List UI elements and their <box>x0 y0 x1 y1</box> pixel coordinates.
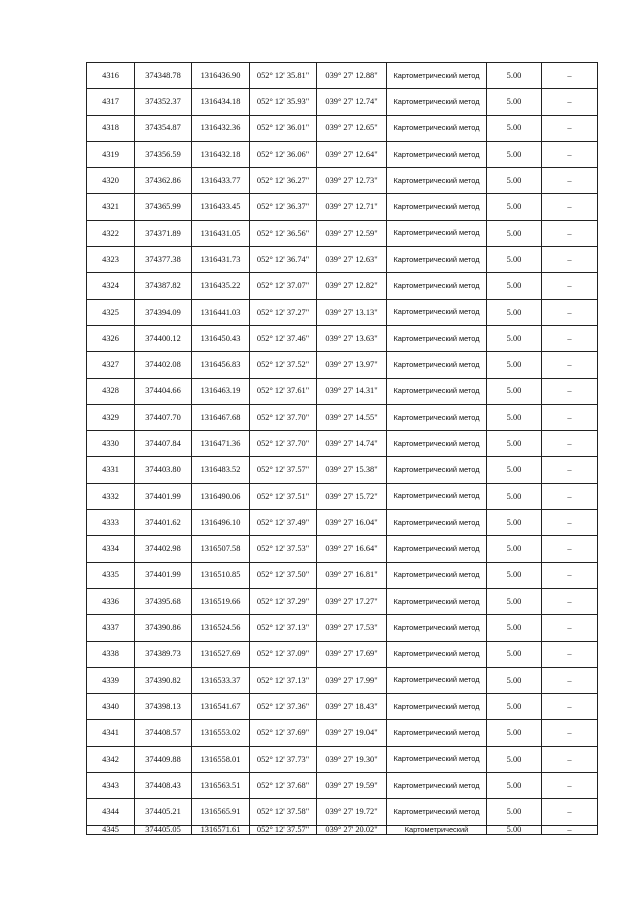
table-row <box>87 404 598 430</box>
longitude-cell: 039° 27' 17.27" <box>317 588 387 614</box>
y-coordinate-cell: 1316471.36 <box>192 431 250 457</box>
x-coordinate-cell: 374352.37 <box>135 89 192 115</box>
note-cell: – <box>542 273 598 299</box>
method-cell: Картометрический метод <box>387 352 487 378</box>
longitude-cell: 039° 27' 16.64" <box>317 536 387 562</box>
point-number-cell: 4331 <box>87 457 135 483</box>
longitude-cell: 039° 27' 19.72" <box>317 799 387 825</box>
y-coordinate-cell: 1316533.37 <box>192 667 250 693</box>
accuracy-cell: 5.00 <box>487 89 542 115</box>
table-row <box>87 694 598 720</box>
latitude-cell: 052° 12' 37.51" <box>250 483 317 509</box>
longitude-cell: 039° 27' 15.38" <box>317 457 387 483</box>
y-coordinate-cell: 1316507.58 <box>192 536 250 562</box>
accuracy-cell: 5.00 <box>487 352 542 378</box>
note-cell: – <box>542 746 598 772</box>
y-coordinate-cell: 1316541.67 <box>192 694 250 720</box>
accuracy-cell: 5.00 <box>487 404 542 430</box>
point-number-cell: 4330 <box>87 431 135 457</box>
latitude-cell: 052° 12' 37.57" <box>250 825 317 834</box>
point-number-cell: 4345 <box>87 825 135 834</box>
coordinates-table <box>86 62 598 835</box>
point-number-cell: 4324 <box>87 273 135 299</box>
note-cell: – <box>542 720 598 746</box>
accuracy-cell: 5.00 <box>487 773 542 799</box>
x-coordinate-cell: 374387.82 <box>135 273 192 299</box>
y-coordinate-cell: 1316431.73 <box>192 247 250 273</box>
note-cell: – <box>542 431 598 457</box>
x-coordinate-cell: 374348.78 <box>135 63 192 89</box>
longitude-cell: 039° 27' 17.69" <box>317 641 387 667</box>
latitude-cell: 052° 12' 37.27" <box>250 299 317 325</box>
x-coordinate-cell: 374395.68 <box>135 588 192 614</box>
y-coordinate-cell: 1316456.83 <box>192 352 250 378</box>
accuracy-cell: 5.00 <box>487 641 542 667</box>
x-coordinate-cell: 374400.12 <box>135 325 192 351</box>
note-cell: – <box>542 773 598 799</box>
note-cell: – <box>542 457 598 483</box>
point-number-cell: 4343 <box>87 773 135 799</box>
latitude-cell: 052° 12' 35.81" <box>250 63 317 89</box>
y-coordinate-cell: 1316565.91 <box>192 799 250 825</box>
y-coordinate-cell: 1316436.90 <box>192 63 250 89</box>
x-coordinate-cell: 374402.08 <box>135 352 192 378</box>
point-number-cell: 4322 <box>87 220 135 246</box>
note-cell: – <box>542 352 598 378</box>
y-coordinate-cell: 1316558.01 <box>192 746 250 772</box>
latitude-cell: 052° 12' 37.58" <box>250 799 317 825</box>
table-row <box>87 746 598 772</box>
method-cell: Картометрический метод <box>387 746 487 772</box>
latitude-cell: 052° 12' 37.13" <box>250 615 317 641</box>
note-cell: – <box>542 562 598 588</box>
table-row <box>87 299 598 325</box>
point-number-cell: 4329 <box>87 404 135 430</box>
table-row <box>87 457 598 483</box>
longitude-cell: 039° 27' 18.43" <box>317 694 387 720</box>
point-number-cell: 4336 <box>87 588 135 614</box>
x-coordinate-cell: 374356.59 <box>135 141 192 167</box>
method-cell: Картометрический метод <box>387 194 487 220</box>
longitude-cell: 039° 27' 13.13" <box>317 299 387 325</box>
note-cell: – <box>542 63 598 89</box>
method-cell: Картометрический метод <box>387 89 487 115</box>
longitude-cell: 039° 27' 12.63" <box>317 247 387 273</box>
note-cell: – <box>542 378 598 404</box>
method-cell: Картометрический метод <box>387 720 487 746</box>
longitude-cell: 039° 27' 12.82" <box>317 273 387 299</box>
longitude-cell: 039° 27' 12.59" <box>317 220 387 246</box>
note-cell: – <box>542 141 598 167</box>
table-row <box>87 667 598 693</box>
accuracy-cell: 5.00 <box>487 63 542 89</box>
table-row <box>87 220 598 246</box>
accuracy-cell: 5.00 <box>487 220 542 246</box>
accuracy-cell: 5.00 <box>487 299 542 325</box>
note-cell: – <box>542 194 598 220</box>
method-cell: Картометрический метод <box>387 667 487 693</box>
point-number-cell: 4327 <box>87 352 135 378</box>
latitude-cell: 052° 12' 37.57" <box>250 457 317 483</box>
x-coordinate-cell: 374354.87 <box>135 115 192 141</box>
y-coordinate-cell: 1316571.61 <box>192 825 250 834</box>
latitude-cell: 052° 12' 37.69" <box>250 720 317 746</box>
note-cell: – <box>542 536 598 562</box>
table-row <box>87 615 598 641</box>
accuracy-cell: 5.00 <box>487 141 542 167</box>
method-cell: Картометрический метод <box>387 168 487 194</box>
accuracy-cell: 5.00 <box>487 588 542 614</box>
accuracy-cell: 5.00 <box>487 825 542 834</box>
accuracy-cell: 5.00 <box>487 667 542 693</box>
x-coordinate-cell: 374408.43 <box>135 773 192 799</box>
x-coordinate-cell: 374409.88 <box>135 746 192 772</box>
longitude-cell: 039° 27' 12.64" <box>317 141 387 167</box>
x-coordinate-cell: 374401.99 <box>135 483 192 509</box>
method-cell: Картометрический <box>387 825 487 834</box>
x-coordinate-cell: 374365.99 <box>135 194 192 220</box>
note-cell: – <box>542 799 598 825</box>
method-cell: Картометрический метод <box>387 799 487 825</box>
method-cell: Картометрический метод <box>387 588 487 614</box>
method-cell: Картометрический метод <box>387 773 487 799</box>
table-row <box>87 720 598 746</box>
y-coordinate-cell: 1316483.52 <box>192 457 250 483</box>
point-number-cell: 4342 <box>87 746 135 772</box>
accuracy-cell: 5.00 <box>487 273 542 299</box>
y-coordinate-cell: 1316432.18 <box>192 141 250 167</box>
note-cell: – <box>542 115 598 141</box>
y-coordinate-cell: 1316563.51 <box>192 773 250 799</box>
x-coordinate-cell: 374398.13 <box>135 694 192 720</box>
x-coordinate-cell: 374389.73 <box>135 641 192 667</box>
y-coordinate-cell: 1316519.66 <box>192 588 250 614</box>
method-cell: Картометрический метод <box>387 325 487 351</box>
note-cell: – <box>542 510 598 536</box>
note-cell: – <box>542 168 598 194</box>
method-cell: Картометрический метод <box>387 220 487 246</box>
latitude-cell: 052° 12' 37.29" <box>250 588 317 614</box>
x-coordinate-cell: 374371.89 <box>135 220 192 246</box>
table-row <box>87 562 598 588</box>
table-row <box>87 378 598 404</box>
latitude-cell: 052° 12' 36.74" <box>250 247 317 273</box>
y-coordinate-cell: 1316433.45 <box>192 194 250 220</box>
y-coordinate-cell: 1316467.68 <box>192 404 250 430</box>
point-number-cell: 4321 <box>87 194 135 220</box>
latitude-cell: 052° 12' 37.68" <box>250 773 317 799</box>
latitude-cell: 052° 12' 37.13" <box>250 667 317 693</box>
longitude-cell: 039° 27' 12.73" <box>317 168 387 194</box>
y-coordinate-cell: 1316496.10 <box>192 510 250 536</box>
latitude-cell: 052° 12' 37.70" <box>250 431 317 457</box>
accuracy-cell: 5.00 <box>487 168 542 194</box>
y-coordinate-cell: 1316431.05 <box>192 220 250 246</box>
latitude-cell: 052° 12' 36.06" <box>250 141 317 167</box>
x-coordinate-cell: 374401.99 <box>135 562 192 588</box>
longitude-cell: 039° 27' 13.63" <box>317 325 387 351</box>
point-number-cell: 4319 <box>87 141 135 167</box>
note-cell: – <box>542 404 598 430</box>
accuracy-cell: 5.00 <box>487 431 542 457</box>
latitude-cell: 052° 12' 37.07" <box>250 273 317 299</box>
point-number-cell: 4339 <box>87 667 135 693</box>
method-cell: Картометрический метод <box>387 457 487 483</box>
table-row <box>87 588 598 614</box>
x-coordinate-cell: 374405.21 <box>135 799 192 825</box>
note-cell: – <box>542 641 598 667</box>
method-cell: Картометрический метод <box>387 483 487 509</box>
point-number-cell: 4338 <box>87 641 135 667</box>
accuracy-cell: 5.00 <box>487 536 542 562</box>
method-cell: Картометрический метод <box>387 641 487 667</box>
y-coordinate-cell: 1316435.22 <box>192 273 250 299</box>
latitude-cell: 052° 12' 37.70" <box>250 404 317 430</box>
table-row <box>87 141 598 167</box>
accuracy-cell: 5.00 <box>487 378 542 404</box>
accuracy-cell: 5.00 <box>487 720 542 746</box>
latitude-cell: 052° 12' 37.09" <box>250 641 317 667</box>
method-cell: Картометрический метод <box>387 273 487 299</box>
x-coordinate-cell: 374405.05 <box>135 825 192 834</box>
longitude-cell: 039° 27' 19.04" <box>317 720 387 746</box>
table-row <box>87 194 598 220</box>
y-coordinate-cell: 1316433.77 <box>192 168 250 194</box>
x-coordinate-cell: 374377.38 <box>135 247 192 273</box>
longitude-cell: 039° 27' 16.04" <box>317 510 387 536</box>
latitude-cell: 052° 12' 37.73" <box>250 746 317 772</box>
method-cell: Картометрический метод <box>387 247 487 273</box>
point-number-cell: 4334 <box>87 536 135 562</box>
y-coordinate-cell: 1316490.06 <box>192 483 250 509</box>
note-cell: – <box>542 825 598 834</box>
latitude-cell: 052° 12' 37.49" <box>250 510 317 536</box>
accuracy-cell: 5.00 <box>487 510 542 536</box>
method-cell: Картометрический метод <box>387 694 487 720</box>
point-number-cell: 4320 <box>87 168 135 194</box>
longitude-cell: 039° 27' 12.65" <box>317 115 387 141</box>
method-cell: Картометрический метод <box>387 615 487 641</box>
accuracy-cell: 5.00 <box>487 325 542 351</box>
table-row <box>87 799 598 825</box>
x-coordinate-cell: 374404.66 <box>135 378 192 404</box>
x-coordinate-cell: 374408.57 <box>135 720 192 746</box>
note-cell: – <box>542 220 598 246</box>
longitude-cell: 039° 27' 20.02" <box>317 825 387 834</box>
accuracy-cell: 5.00 <box>487 615 542 641</box>
table-row <box>87 247 598 273</box>
longitude-cell: 039° 27' 12.71" <box>317 194 387 220</box>
table-row <box>87 168 598 194</box>
y-coordinate-cell: 1316553.02 <box>192 720 250 746</box>
point-number-cell: 4323 <box>87 247 135 273</box>
longitude-cell: 039° 27' 17.53" <box>317 615 387 641</box>
coordinates-table-sheet <box>86 62 598 835</box>
x-coordinate-cell: 374407.70 <box>135 404 192 430</box>
note-cell: – <box>542 247 598 273</box>
method-cell: Картометрический метод <box>387 115 487 141</box>
table-row <box>87 510 598 536</box>
point-number-cell: 4332 <box>87 483 135 509</box>
accuracy-cell: 5.00 <box>487 115 542 141</box>
x-coordinate-cell: 374401.62 <box>135 510 192 536</box>
table-row <box>87 63 598 89</box>
point-number-cell: 4335 <box>87 562 135 588</box>
point-number-cell: 4333 <box>87 510 135 536</box>
longitude-cell: 039° 27' 13.97" <box>317 352 387 378</box>
y-coordinate-cell: 1316524.56 <box>192 615 250 641</box>
note-cell: – <box>542 89 598 115</box>
x-coordinate-cell: 374403.80 <box>135 457 192 483</box>
latitude-cell: 052° 12' 37.36" <box>250 694 317 720</box>
note-cell: – <box>542 588 598 614</box>
x-coordinate-cell: 374394.09 <box>135 299 192 325</box>
latitude-cell: 052° 12' 37.61" <box>250 378 317 404</box>
table-row <box>87 483 598 509</box>
point-number-cell: 4344 <box>87 799 135 825</box>
longitude-cell: 039° 27' 14.55" <box>317 404 387 430</box>
x-coordinate-cell: 374390.86 <box>135 615 192 641</box>
point-number-cell: 4318 <box>87 115 135 141</box>
note-cell: – <box>542 325 598 351</box>
table-row <box>87 773 598 799</box>
note-cell: – <box>542 694 598 720</box>
latitude-cell: 052° 12' 37.52" <box>250 352 317 378</box>
latitude-cell: 052° 12' 36.56" <box>250 220 317 246</box>
note-cell: – <box>542 615 598 641</box>
note-cell: – <box>542 667 598 693</box>
latitude-cell: 052° 12' 36.27" <box>250 168 317 194</box>
table-row <box>87 641 598 667</box>
table-row <box>87 325 598 351</box>
y-coordinate-cell: 1316463.19 <box>192 378 250 404</box>
table-row <box>87 431 598 457</box>
point-number-cell: 4317 <box>87 89 135 115</box>
point-number-cell: 4328 <box>87 378 135 404</box>
longitude-cell: 039° 27' 16.81" <box>317 562 387 588</box>
method-cell: Картометрический метод <box>387 536 487 562</box>
point-number-cell: 4326 <box>87 325 135 351</box>
table-body <box>87 63 598 835</box>
y-coordinate-cell: 1316441.03 <box>192 299 250 325</box>
method-cell: Картометрический метод <box>387 562 487 588</box>
accuracy-cell: 5.00 <box>487 457 542 483</box>
y-coordinate-cell: 1316527.69 <box>192 641 250 667</box>
accuracy-cell: 5.00 <box>487 194 542 220</box>
accuracy-cell: 5.00 <box>487 694 542 720</box>
x-coordinate-cell: 374362.86 <box>135 168 192 194</box>
latitude-cell: 052° 12' 35.93" <box>250 89 317 115</box>
x-coordinate-cell: 374407.84 <box>135 431 192 457</box>
method-cell: Картометрический метод <box>387 141 487 167</box>
longitude-cell: 039° 27' 19.30" <box>317 746 387 772</box>
method-cell: Картометрический метод <box>387 378 487 404</box>
longitude-cell: 039° 27' 14.31" <box>317 378 387 404</box>
latitude-cell: 052° 12' 37.53" <box>250 536 317 562</box>
y-coordinate-cell: 1316510.85 <box>192 562 250 588</box>
y-coordinate-cell: 1316434.18 <box>192 89 250 115</box>
point-number-cell: 4337 <box>87 615 135 641</box>
longitude-cell: 039° 27' 15.72" <box>317 483 387 509</box>
latitude-cell: 052° 12' 37.46" <box>250 325 317 351</box>
x-coordinate-cell: 374402.98 <box>135 536 192 562</box>
point-number-cell: 4316 <box>87 63 135 89</box>
accuracy-cell: 5.00 <box>487 247 542 273</box>
accuracy-cell: 5.00 <box>487 562 542 588</box>
longitude-cell: 039° 27' 14.74" <box>317 431 387 457</box>
point-number-cell: 4325 <box>87 299 135 325</box>
longitude-cell: 039° 27' 19.59" <box>317 773 387 799</box>
x-coordinate-cell: 374390.82 <box>135 667 192 693</box>
method-cell: Картометрический метод <box>387 510 487 536</box>
point-number-cell: 4341 <box>87 720 135 746</box>
note-cell: – <box>542 299 598 325</box>
accuracy-cell: 5.00 <box>487 799 542 825</box>
method-cell: Картометрический метод <box>387 431 487 457</box>
y-coordinate-cell: 1316450.43 <box>192 325 250 351</box>
accuracy-cell: 5.00 <box>487 746 542 772</box>
latitude-cell: 052° 12' 37.50" <box>250 562 317 588</box>
longitude-cell: 039° 27' 17.99" <box>317 667 387 693</box>
accuracy-cell: 5.00 <box>487 483 542 509</box>
point-number-cell: 4340 <box>87 694 135 720</box>
y-coordinate-cell: 1316432.36 <box>192 115 250 141</box>
table-row <box>87 825 598 834</box>
method-cell: Картометрический метод <box>387 404 487 430</box>
table-row <box>87 352 598 378</box>
longitude-cell: 039° 27' 12.74" <box>317 89 387 115</box>
table-row <box>87 115 598 141</box>
note-cell: – <box>542 483 598 509</box>
longitude-cell: 039° 27' 12.88" <box>317 63 387 89</box>
latitude-cell: 052° 12' 36.01" <box>250 115 317 141</box>
method-cell: Картометрический метод <box>387 299 487 325</box>
method-cell: Картометрический метод <box>387 63 487 89</box>
latitude-cell: 052° 12' 36.37" <box>250 194 317 220</box>
table-row <box>87 89 598 115</box>
table-row <box>87 273 598 299</box>
table-row <box>87 536 598 562</box>
